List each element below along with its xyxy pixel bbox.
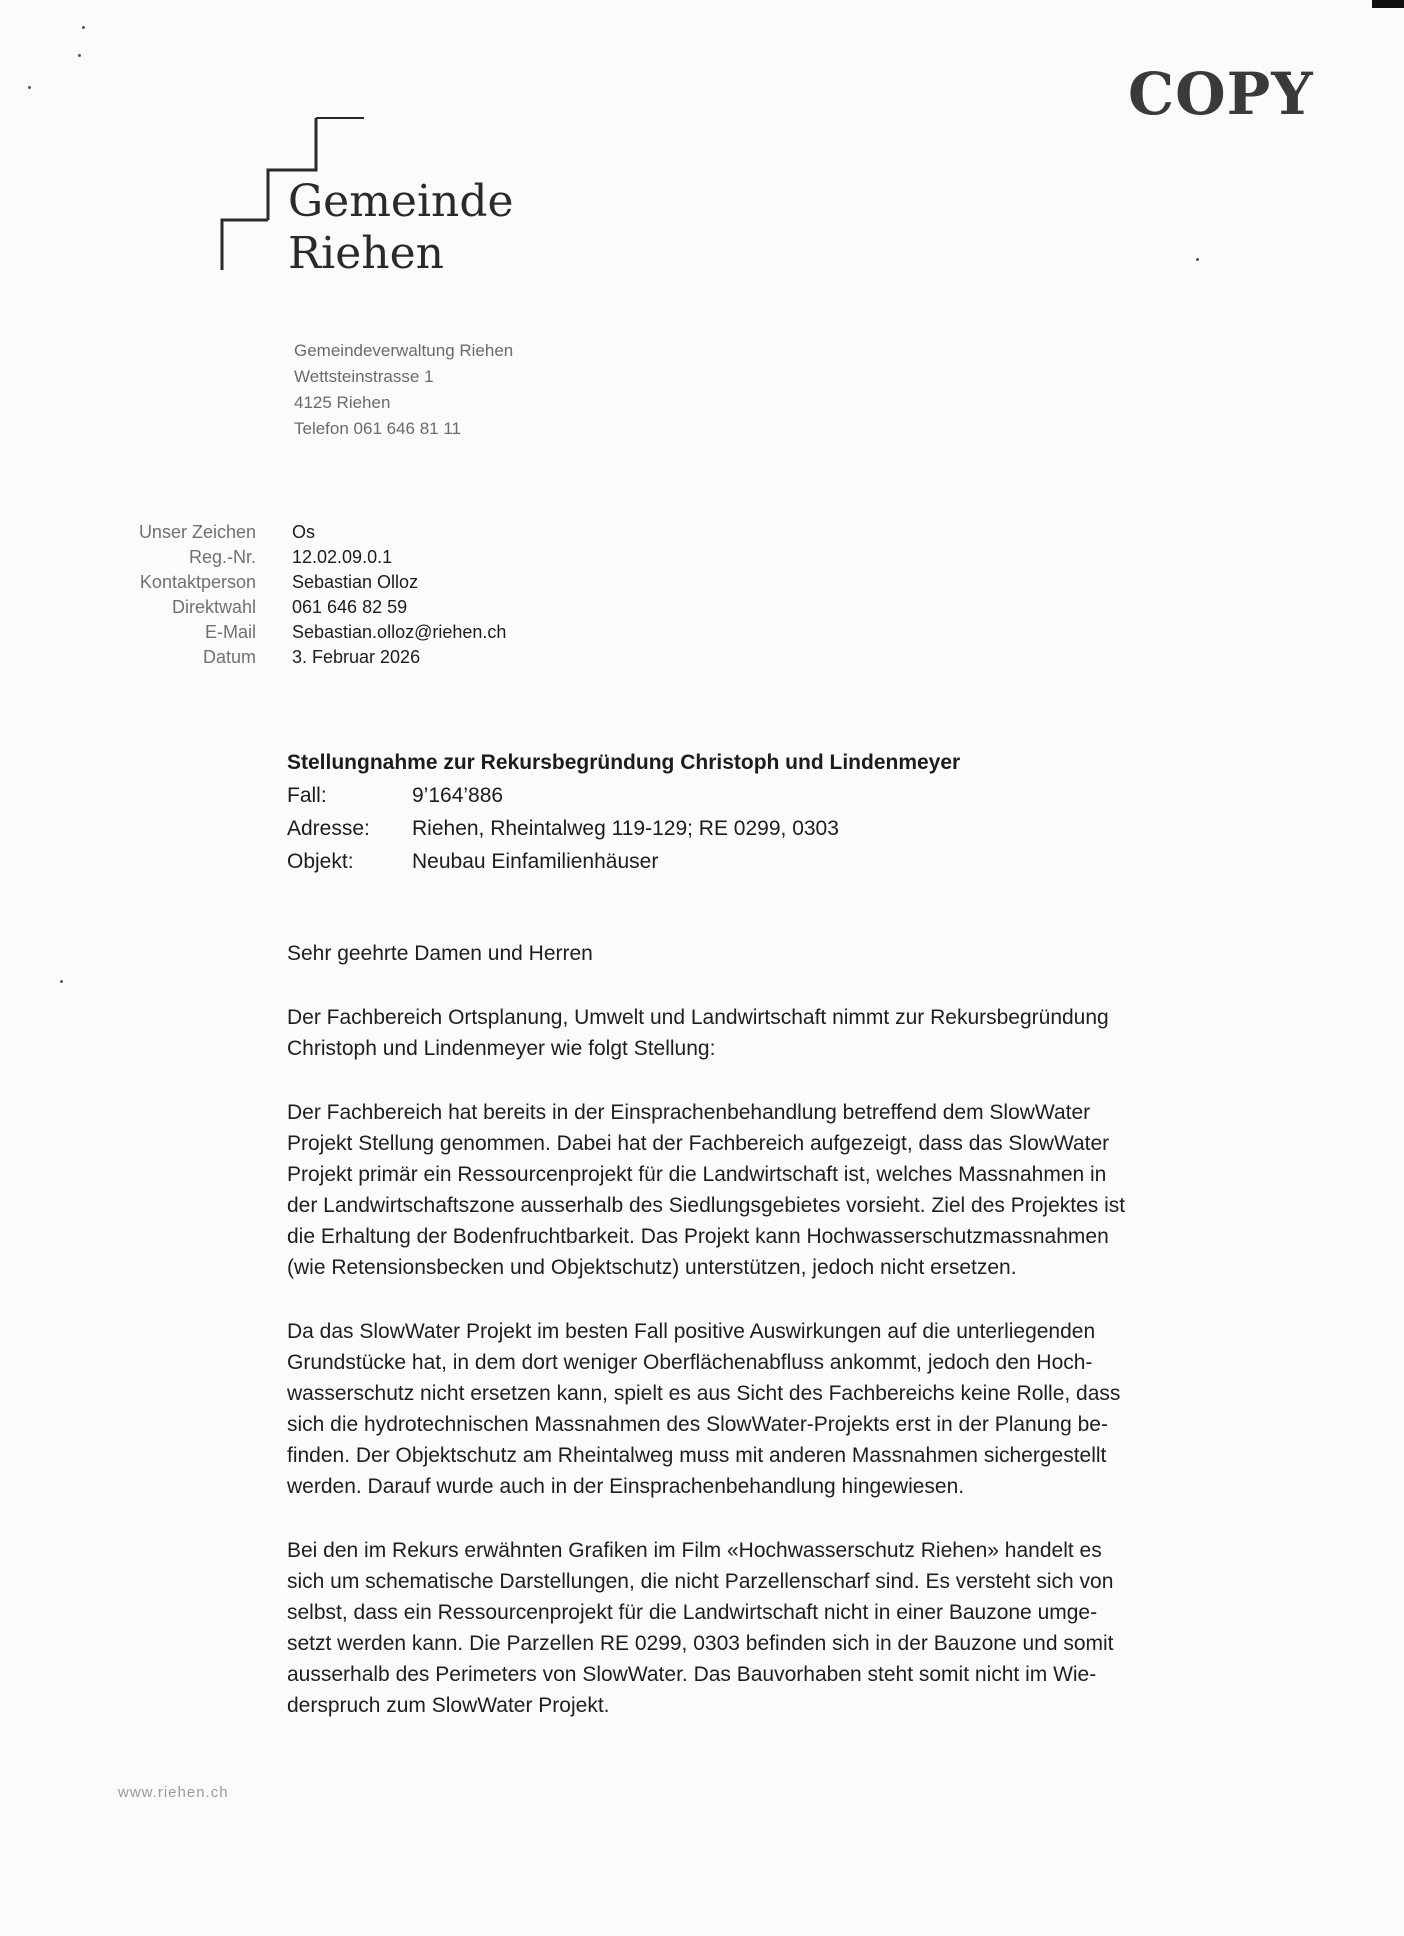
logo-line-gemeinde: Gemeinde (288, 176, 514, 227)
subject-title: Stellungnahme zur Rekursbegründung Christoph und Lindenmeyer (287, 751, 961, 774)
address-line: Gemeindeverwaltung Riehen (294, 341, 514, 360)
scan-corner-mark (1372, 0, 1404, 8)
meta-value: Sebastian Olloz (292, 572, 419, 592)
scan-speck (82, 26, 85, 29)
reference-block (100, 520, 506, 670)
subject-value: 9’164’886 (412, 784, 504, 807)
logo-line-riehen: Riehen (288, 228, 444, 279)
body-line: Da das SlowWater Projekt im besten Fall positive Auswirkungen auf die unterliegenden (287, 1320, 1096, 1343)
paragraph-4 (287, 1535, 1262, 1721)
logo-text (288, 176, 514, 280)
meta-row-kontaktperson (100, 570, 506, 595)
copy-stamp: COPY (1128, 60, 1314, 128)
scan-speck (28, 86, 31, 89)
body-line: selbst, dass ein Ressourcenprojekt für die Landwirtschaft nicht in einer Bauzone umge- (287, 1601, 1098, 1624)
paragraph-1 (287, 1002, 1262, 1064)
subject-row-adresse (287, 812, 960, 845)
sender-address (294, 338, 513, 442)
body-line: Christoph und Lindenmeyer wie folgt Stellung: (287, 1037, 716, 1060)
meta-row-reg-nr (100, 545, 506, 570)
subject-value: Riehen, Rheintalweg 119-129; RE 0299, 0303 (412, 817, 839, 840)
meta-value: Sebastian.olloz@riehen.ch (292, 622, 507, 642)
meta-label: Kontaktperson (139, 572, 256, 592)
body-line: derspruch zum SlowWater Projekt. (287, 1694, 610, 1717)
body-line: (wie Retensionsbecken und Objektschutz) unterstützen, jedoch nicht ersetzen. (287, 1256, 1017, 1279)
meta-row-unser-zeichen (100, 520, 506, 545)
paragraph-2 (287, 1097, 1262, 1283)
body-line: die Erhaltung der Bodenfruchtbarkeit. Das Projekt kann Hochwasserschutzmassnahmen (287, 1225, 1109, 1248)
meta-label: Reg.-Nr. (188, 547, 256, 567)
meta-row-email (100, 620, 506, 645)
body-line: werden. Darauf wurde auch in der Einsprachenbehandlung hingewiesen. (287, 1475, 965, 1498)
scan-speck (78, 54, 81, 57)
body-line: Der Fachbereich Ortsplanung, Umwelt und Landwirtschaft nimmt zur Rekursbegründung (287, 1006, 1109, 1029)
body-line: Der Fachbereich hat bereits in der Einsprachenbehandlung betreffend dem SlowWater (287, 1101, 1091, 1124)
meta-label: E-Mail (204, 622, 256, 642)
footer-url: www.riehen.ch (118, 1784, 229, 1801)
gemeinde-riehen-logo (210, 110, 540, 280)
meta-label: Unser Zeichen (138, 522, 256, 542)
paragraph-3 (287, 1316, 1262, 1502)
body-line: Bei den im Rekurs erwähnten Grafiken im Film «Hochwasserschutz Riehen» handelt es (287, 1539, 1102, 1562)
scan-speck (1196, 258, 1199, 261)
body-line: wasserschutz nicht ersetzen kann, spielt es aus Sicht des Fachbereichs keine Rolle, dass (287, 1382, 1121, 1405)
body-line: Grundstücke hat, in dem dort weniger Oberflächenabfluss ankommt, jedoch den Hoch- (287, 1351, 1093, 1374)
meta-row-direktwahl (100, 595, 506, 620)
body-line: der Landwirtschaftszone ausserhalb des Siedlungsgebietes vorsieht. Ziel des Projektes ist (287, 1194, 1126, 1217)
subject-label: Adresse: (287, 817, 370, 840)
letter-body (287, 938, 1262, 1754)
address-line: Telefon 061 646 81 11 (294, 419, 461, 438)
salutation: Sehr geehrte Damen und Herren (287, 942, 593, 965)
body-line: finden. Der Objektschutz am Rheintalweg muss mit anderen Massnahmen sichergestellt (287, 1444, 1107, 1467)
body-line: Projekt primär ein Ressourcenprojekt für die Landwirtschaft ist, welches Massnahmen in (287, 1163, 1107, 1186)
body-line: sich die hydrotechnischen Massnahmen des SlowWater-Projekts erst in der Planung be- (287, 1413, 1108, 1436)
subject-row-fall (287, 779, 960, 812)
address-line: 4125 Riehen (294, 393, 391, 412)
body-line: Projekt Stellung genommen. Dabei hat der Fachbereich aufgezeigt, dass das SlowWater (287, 1132, 1110, 1155)
body-line: setzt werden kann. Die Parzellen RE 0299, 0303 befinden sich in der Bauzone und somit (287, 1632, 1114, 1655)
meta-value: 12.02.09.0.1 (292, 547, 393, 567)
meta-value: 061 646 82 59 (292, 597, 408, 617)
scan-speck (60, 980, 63, 983)
meta-value: 3. Februar 2026 (292, 647, 421, 667)
meta-row-datum (100, 645, 506, 670)
meta-label: Datum (202, 647, 256, 667)
subject-label: Fall: (287, 784, 327, 807)
body-line: ausserhalb des Perimeters von SlowWater. Das Bauvorhaben steht somit nicht im Wie- (287, 1663, 1097, 1686)
meta-label: Direktwahl (171, 597, 256, 617)
subject-row-objekt (287, 845, 960, 878)
meta-value: Os (292, 522, 316, 542)
subject-block (287, 746, 960, 878)
body-line: sich um schematische Darstellungen, die nicht Parzellenscharf sind. Es versteht sich von (287, 1570, 1114, 1593)
subject-value: Neubau Einfamilienhäuser (412, 850, 659, 873)
subject-label: Objekt: (287, 850, 354, 873)
address-line: Wettsteinstrasse 1 (294, 367, 434, 386)
